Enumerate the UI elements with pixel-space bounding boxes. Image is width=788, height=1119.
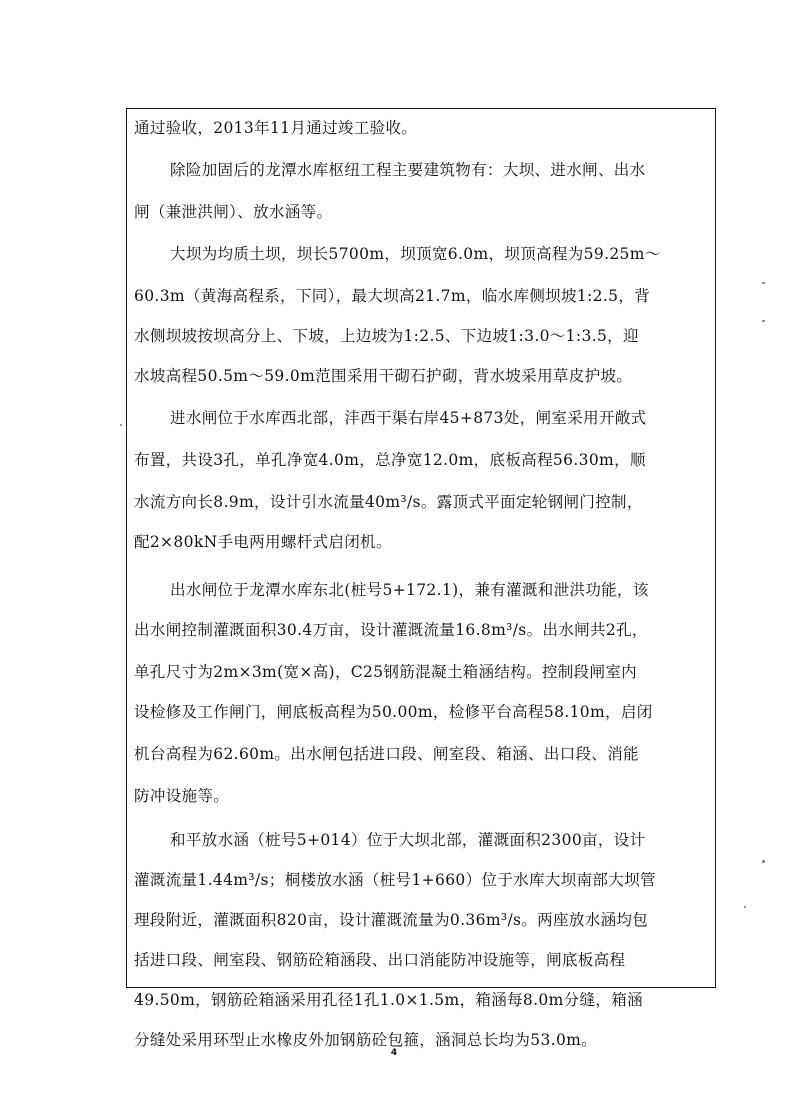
- text-line-4: 大坝为均质土坝，坝长5700m，坝顶宽6.0m，坝顶高程为59.25m～: [170, 245, 661, 263]
- text-line-3: 闸（兼泄洪闸）、放水涵等。: [134, 203, 333, 221]
- text-line-11: 配2×80kN手电两用螺杆式启闭机。: [134, 533, 392, 551]
- scan-speck: [762, 860, 765, 863]
- text-line-17: 防冲设施等。: [134, 787, 230, 805]
- text-line-12: 出水闸位于龙潭水库东北(桩号5+172.1)，兼有灌溉和泄洪功能，该: [170, 581, 649, 599]
- text-line-19: 灌溉流量1.44m³/s；桐楼放水涵（桩号1+660）位于水库大坝南部大坝管: [134, 871, 656, 889]
- text-line-10: 水流方向长8.9m，设计引水流量40m³/s。露顶式平面定轮钢闸门控制，: [134, 493, 643, 511]
- scan-speck: [762, 282, 765, 284]
- text-line-21: 括进口段、闸室段、钢筋砼箱涵段、出口消能防冲设施等，闸底板高程: [134, 951, 626, 969]
- text-line-13: 出水闸控制灌溉面积30.4万亩，设计灌溉流量16.8m³/s。出水闸共2孔，: [134, 621, 648, 639]
- text-line-8: 进水闸位于水库西北部，沣西干渠右岸45+873处，闸室采用开敞式: [170, 409, 647, 427]
- page-number: 4: [390, 1048, 398, 1058]
- text-line-18: 和平放水涵（桩号5+014）位于大坝北部，灌溉面积2300亩，设计: [170, 831, 646, 849]
- text-line-9: 布置，共设3孔，单孔净宽4.0m，总净宽12.0m，底板高程56.30m，顺: [134, 451, 646, 469]
- text-line-6: 水侧坝坡按坝高分上、下坡，上边坡为1:2.5、下边坡1:3.0～1:3.5，迎: [134, 327, 639, 345]
- text-line-23: 分缝处采用环型止水橡皮外加钢筋砼包箍，涵洞总长均为53.0m。: [134, 1031, 598, 1049]
- text-line-1: 通过验收，2013年11月通过竣工验收。: [134, 119, 418, 137]
- text-line-14: 单孔尺寸为2m×3m(宽×高)，C25钢筋混凝土箱涵结构。控制段闸室内: [134, 663, 638, 681]
- text-line-2: 除险加固后的龙潭水库枢纽工程主要建筑物有：大坝、进水闸、出水: [170, 161, 646, 179]
- scan-speck: [762, 320, 765, 322]
- text-line-22: 49.50m，钢筋砼箱涵采用孔径1孔1.0×1.5m，箱涵每8.0m分缝，箱涵: [134, 991, 643, 1009]
- text-line-20: 理段附近，灌溉面积820亩，设计灌溉流量为0.36m³/s。两座放水涵均包: [134, 911, 649, 929]
- scan-speck: [744, 906, 746, 908]
- text-line-16: 机台高程为62.60m。出水闸包括进口段、闸室段、箱涵、出口段、消能: [134, 745, 639, 763]
- text-line-7: 水坡高程50.5m～59.0m范围采用干砌石护砌，背水坡采用草皮护坡。: [134, 367, 633, 385]
- text-line-5: 60.3m（黄海高程系，下同），最大坝高21.7m，临水库侧坝坡1:2.5，背: [134, 287, 651, 305]
- text-line-15: 设检修及工作闸门，闸底板高程为50.00m，检修平台高程58.10m，启闭: [134, 703, 653, 721]
- scan-speck: [120, 424, 122, 426]
